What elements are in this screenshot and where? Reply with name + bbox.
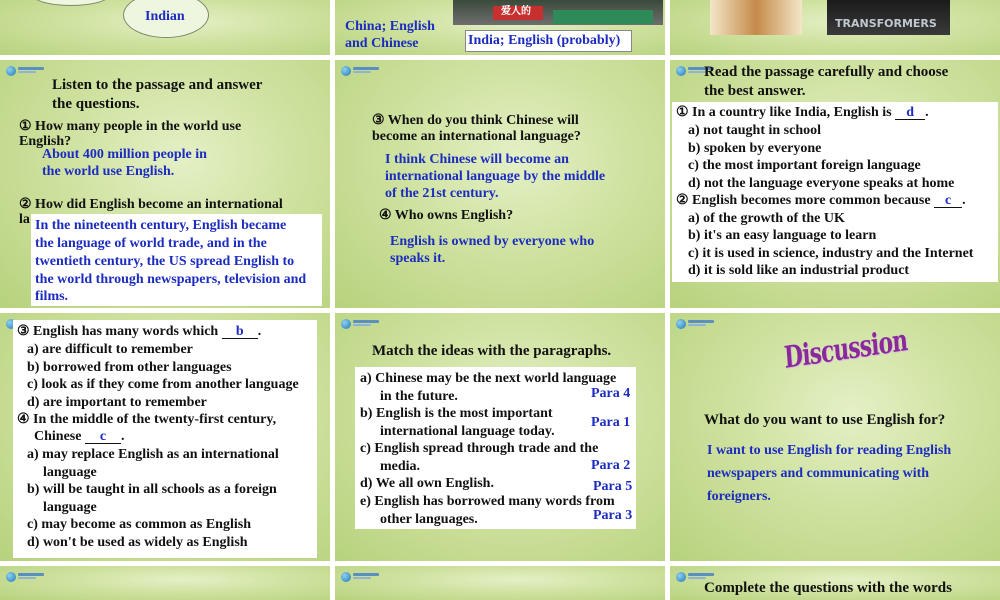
match-para: Para 3 bbox=[593, 508, 633, 523]
match-item: media. bbox=[380, 459, 421, 474]
q3-option: b) borrowed from other languages bbox=[27, 360, 232, 375]
discussion-answer-line: newspapers and communicating with bbox=[707, 466, 930, 481]
q4-line1: ④ In the middle of the twenty-first century, bbox=[17, 412, 277, 427]
logo-icon bbox=[676, 319, 716, 329]
logo-icon bbox=[341, 66, 381, 76]
match-para: Para 4 bbox=[591, 386, 631, 401]
q2-line1: ② How did English become an international bbox=[19, 197, 283, 212]
match-para: Para 2 bbox=[591, 458, 631, 473]
match-para: Para 5 bbox=[593, 479, 633, 494]
q3-option: a) are difficult to remember bbox=[27, 342, 193, 357]
listen-heading-2: the questions. bbox=[52, 96, 140, 112]
match-item: e) English has borrowed many words from bbox=[360, 494, 615, 509]
a1-line1: About 400 million people in bbox=[42, 147, 207, 162]
match-para: Para 1 bbox=[591, 415, 631, 430]
match-item: a) Chinese may be the next world language bbox=[360, 371, 617, 386]
q2-option: a) of the growth of the UK bbox=[688, 211, 845, 226]
complete-heading: Complete the questions with the words bbox=[704, 580, 952, 596]
match-item: b) English is the most important bbox=[360, 406, 553, 421]
q4-option: d) won't be used as widely as English bbox=[27, 535, 248, 550]
slide-top-middle bbox=[335, 0, 665, 55]
slide-top-right bbox=[670, 0, 1000, 55]
caption-china: China; English bbox=[345, 19, 435, 34]
match-item: other languages. bbox=[380, 512, 478, 527]
match-item: d) We all own English. bbox=[360, 476, 494, 491]
slide-read-choose bbox=[670, 60, 1000, 308]
discussion-answer-line: I want to use English for reading English bbox=[707, 443, 952, 458]
a2-line: the world through newspapers, television and bbox=[35, 272, 307, 287]
slide-bottom-right bbox=[670, 566, 1000, 600]
q4-prompt-text: Chinese bbox=[34, 429, 82, 444]
slide-top-left bbox=[0, 0, 330, 55]
slide-bottom-left bbox=[0, 566, 330, 600]
slide-choose-2 bbox=[0, 313, 330, 561]
a2-line: the language of world trade, and in the bbox=[35, 236, 267, 251]
a1-line2: the world use English. bbox=[42, 164, 175, 179]
logo-icon bbox=[6, 66, 46, 76]
store-window bbox=[553, 10, 653, 24]
q1-line1: ① How many people in the world use bbox=[19, 119, 242, 134]
read-heading-1: Read the passage carefully and choose bbox=[704, 64, 949, 80]
slide-questions bbox=[335, 60, 665, 308]
slide-match bbox=[335, 313, 665, 561]
q1-prompt-text: ① In a country like India, English is bbox=[676, 105, 892, 120]
cartoon-image bbox=[710, 0, 802, 35]
q4: ④ Who owns English? bbox=[379, 208, 514, 223]
q1-line2: English? bbox=[19, 134, 72, 149]
listen-heading-1: Listen to the passage and answer bbox=[52, 77, 263, 93]
a2-line: twentieth century, the US spread English to bbox=[35, 254, 295, 269]
q4-line2: Chinese c . bbox=[34, 429, 125, 444]
read-heading-2: the best answer. bbox=[704, 83, 806, 99]
slide-listen bbox=[0, 60, 330, 308]
slide-bottom-middle bbox=[335, 566, 665, 600]
a4-line1: English is owned by everyone who bbox=[390, 234, 595, 249]
q2-option: c) it is used in science, industry and the Internet bbox=[688, 246, 974, 261]
q2-prompt-text: ② English becomes more common because bbox=[676, 193, 931, 208]
q2-option: d) it is sold like an industrial product bbox=[688, 263, 910, 278]
logo-icon bbox=[6, 572, 46, 582]
q2-answer-blank: c bbox=[934, 194, 962, 208]
q4-option: c) may become as common as English bbox=[27, 517, 251, 532]
oval-partial bbox=[30, 0, 112, 6]
q4-option: a) may replace English as an international bbox=[27, 447, 279, 462]
match-item: international language today. bbox=[380, 424, 555, 439]
logo-icon bbox=[341, 572, 381, 582]
a2-line: In the nineteenth century, English became bbox=[35, 218, 287, 233]
q4-answer-blank: c bbox=[85, 430, 121, 444]
discussion-title: Discussion bbox=[783, 323, 909, 376]
q1-answer-blank: d bbox=[895, 106, 925, 120]
q3-prompt: ③ English has many words which b . bbox=[17, 324, 262, 339]
q1-option: d) not the language everyone speaks at home bbox=[688, 176, 955, 191]
caption-chinese: and Chinese bbox=[345, 36, 419, 51]
q1-option: b) spoken by everyone bbox=[688, 141, 822, 156]
q1-prompt: ① In a country like India, English is d . bbox=[676, 105, 929, 120]
q3-line1: ③ When do you think Chinese will bbox=[372, 113, 579, 128]
q3-prompt-text: ③ English has many words which bbox=[17, 324, 219, 339]
storefront-photo bbox=[453, 0, 663, 25]
discussion-answer-line: foreigners. bbox=[707, 489, 771, 504]
logo-icon bbox=[341, 319, 381, 329]
a3-line: of the 21st century. bbox=[385, 186, 499, 201]
q4-option: language bbox=[43, 500, 97, 515]
slide-discussion bbox=[670, 313, 1000, 561]
q3-option: d) are important to remember bbox=[27, 395, 207, 410]
q3-answer-blank: b bbox=[222, 325, 258, 339]
q2-line2: la bbox=[19, 212, 30, 227]
q2-option: b) it's an easy language to learn bbox=[688, 228, 877, 243]
match-item: in the future. bbox=[380, 389, 458, 404]
q3-option: c) look as if they come from another language bbox=[27, 377, 299, 392]
oval-label: Indian bbox=[145, 9, 185, 24]
a3-line: I think Chinese will become an bbox=[385, 152, 569, 167]
q4-option: language bbox=[43, 465, 97, 480]
poster-text: TRANSFORMERS bbox=[835, 17, 937, 30]
discussion-question: What do you want to use English for? bbox=[704, 412, 946, 428]
caption-india: India; English (probably) bbox=[468, 33, 621, 48]
q1-option: c) the most important foreign language bbox=[688, 158, 921, 173]
q4-option: b) will be taught in all schools as a foreign bbox=[27, 482, 277, 497]
match-item: c) English spread through trade and the bbox=[360, 441, 599, 456]
match-heading: Match the ideas with the paragraphs. bbox=[372, 343, 612, 359]
q2-prompt: ② English becomes more common because c . bbox=[676, 193, 966, 208]
movie-poster bbox=[827, 0, 950, 35]
a3-line: international language by the middle bbox=[385, 169, 606, 184]
q3-line2: become an international language? bbox=[372, 129, 581, 144]
q1-option: a) not taught in school bbox=[688, 123, 822, 138]
a4-line2: speaks it. bbox=[390, 251, 446, 266]
a2-line: films. bbox=[35, 289, 69, 304]
sign-text: 爱人的 bbox=[501, 6, 531, 17]
